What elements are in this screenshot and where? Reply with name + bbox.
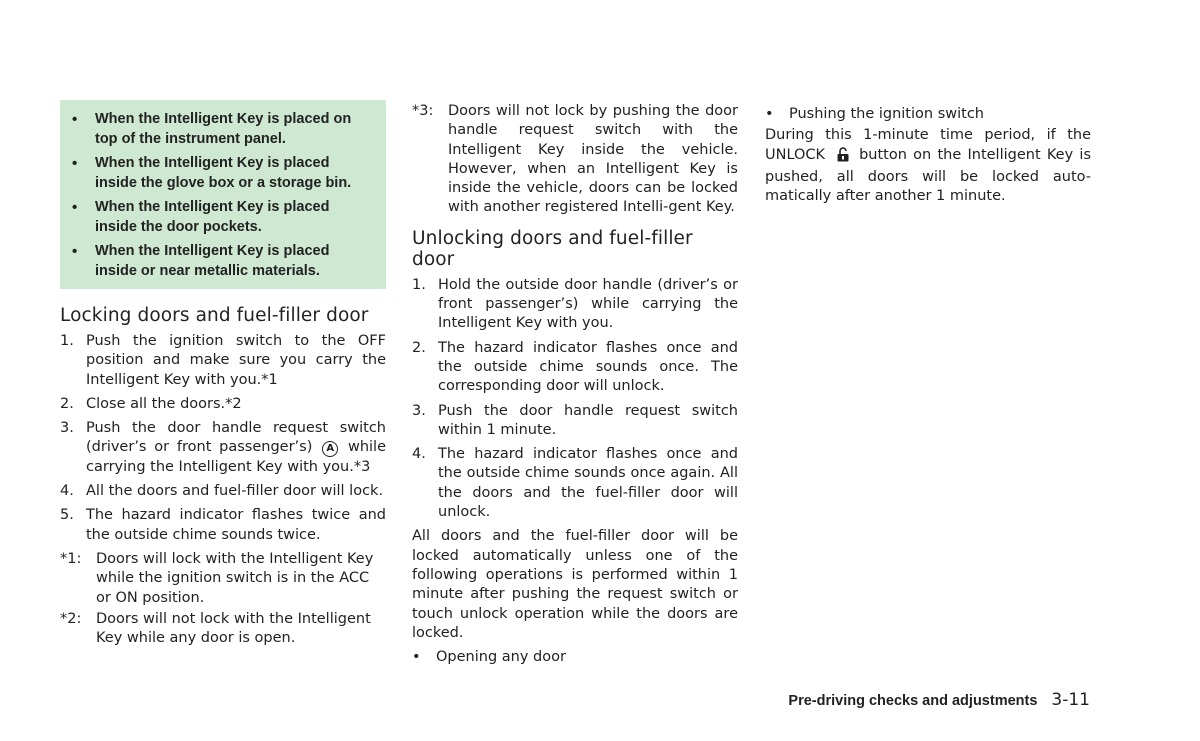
unlock-icon — [837, 147, 849, 168]
footnote: *1: Doors will lock with the Intelligent Key while the ignition switch is in the ACC or ON position. — [60, 550, 374, 606]
bullet-icon — [765, 105, 789, 124]
locking-step: 4. All the doors and fuel-filler door will lock. — [60, 483, 384, 500]
section-title: Pre-driving checks and adjustments — [788, 693, 1038, 709]
page-number: 3-11 — [1051, 690, 1090, 710]
locking-step: 2. Close all the doors.*2 — [60, 395, 242, 412]
locking-step: 3. Push the door handle request switch (driver’s or front passenger’s) A while carrying the Intelligent Key with you.*3 — [60, 420, 387, 475]
bullet-icon — [72, 242, 95, 281]
note-item: • When the Intelligent Key is placed inside the door pockets. — [72, 198, 374, 237]
locking-step: 1. Push the ignition switch to the OFF position and make sure you carry the Intelligent Key with you.*1 — [60, 333, 386, 388]
bullet-icon — [72, 198, 95, 237]
locking-step: 5. The hazard indicator flashes twice and the outside chime sounds twice. — [60, 507, 386, 543]
note-item: • When the Intelligent Key is placed inside or near metallic materials. — [72, 242, 374, 281]
bullet-icon — [412, 648, 436, 667]
unlocking-step: 1. Hold the outside door handle (driver’s or front passenger’s) while carrying the Intelligent Key with you. — [412, 276, 738, 332]
bullet-icon — [72, 110, 95, 149]
unlocking-step: 3. Push the door handle request switch within 1 minute. — [412, 402, 738, 438]
list-item: • Opening any door — [412, 648, 738, 667]
page-footer — [788, 690, 1090, 710]
note-item: • When the Intelligent Key is placed inside the glove box or a storage bin. — [72, 154, 374, 193]
right-column — [765, 105, 1091, 211]
bullet-icon — [72, 154, 95, 193]
callout-a-icon: A — [322, 441, 338, 457]
note-box — [60, 100, 386, 289]
unlock-paragraph: During this 1-minute time period, if the UNLOCK button on the Intelligent Key is pushed, all doors will be locked auto-matically after another 1 minute. — [765, 127, 1091, 205]
unlocking-heading: Unlocking doors and fuel-filler door — [412, 227, 693, 270]
unlocking-step: 4. The hazard indicator flashes once and the outside chime sounds once again. All the doors and the fuel-filler door will unlock. — [412, 446, 738, 521]
unlocking-step: 2. The hazard indicator flashes once and the outside chime sounds once. The corresponding door will unlock. — [412, 339, 738, 395]
auto-lock-paragraph: All doors and the fuel-filler door will be locked automatically unless one of the following operations is performed within 1 minute after pushing the request switch or touch unlock operation while the doors are locked. — [412, 528, 738, 641]
list-item: • Pushing the ignition switch — [765, 105, 1091, 124]
left-column — [60, 100, 386, 650]
middle-column — [412, 102, 738, 671]
locking-heading: Locking doors and fuel-filler door — [60, 305, 369, 326]
footnote: *3: Doors will not lock by pushing the door handle request switch with the Intelligent Key inside the vehicle. However, when an Intelligent Key is inside the vehicle, doors can be locked with another registered Intelli-gent Key. — [412, 103, 738, 216]
note-item: • When the Intelligent Key is placed on top of the instrument panel. — [72, 110, 374, 149]
footnote: *2: Doors will not lock with the Intelligent Key while any door is open. — [60, 610, 371, 647]
